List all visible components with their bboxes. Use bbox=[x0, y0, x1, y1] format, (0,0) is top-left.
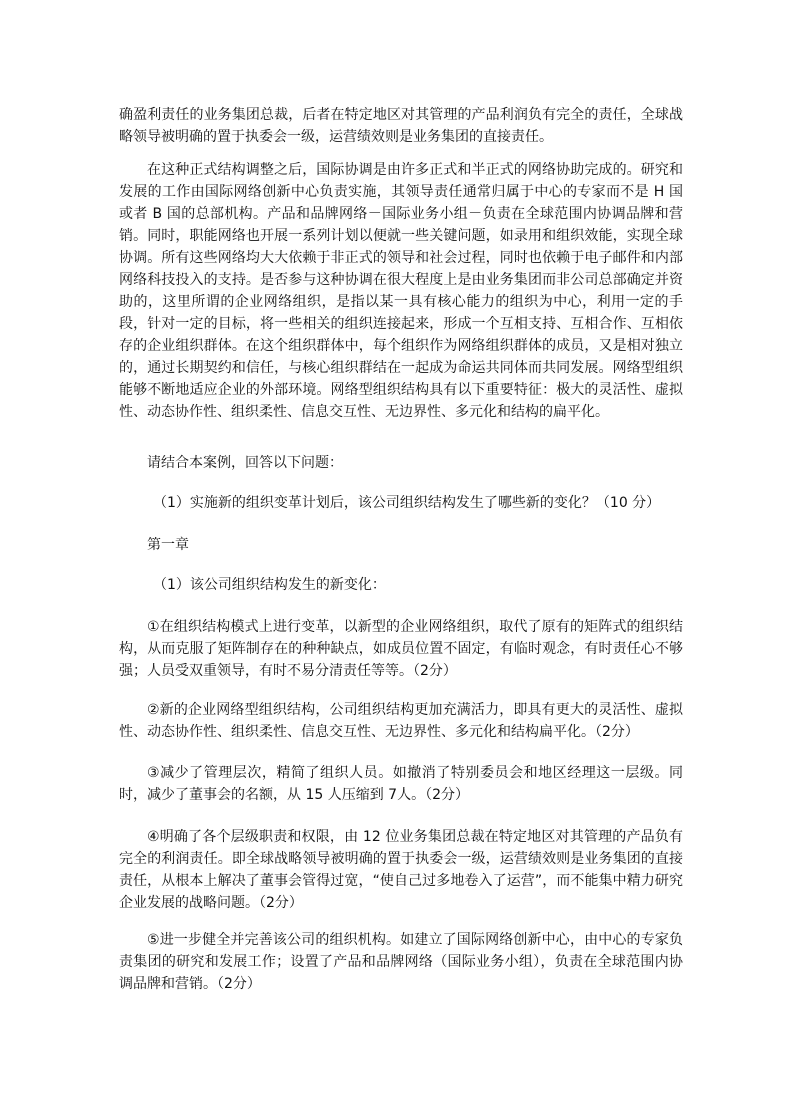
paragraph-continuation: 确盈利责任的业务集团总裁，后者在特定地区对其管理的产品利润负有完全的责任，全球战略领导被明确的置于执委会一级，运营绩效则是业务集团的直接责任。 bbox=[119, 107, 683, 145]
answer-point-5: ⑤进一步健全并完善该公司的组织机构。如建立了国际网络创新中心，由中心的专家负责集团的研究和发展工作；设置了产品和品牌网络（国际业务小组），负责在全球范围内协调品牌和营销。（2分） bbox=[119, 932, 683, 992]
paragraph-network-coordination: 在这种正式结构调整之后，国际协调是由许多正式和半正式的网络协助完成的。研究和发展的工作由国际网络创新中心负责实施，其领导责任通常归属于中心的专家而不是 H 国或者 B 国的总部机构。产品和品牌网络－国际业务小组－负责在全球范围内协调品牌和营销。同时，职能网络也开展一系列计划以便就一些关键问题，如录用和组织效能，实现全球协调。所有这些网络均大大依赖于非正式的领导和社会过程，同时也依赖于电子邮件和内部网络科技投入的支持。是否参与这种协调在很大程度上是由业务集团而非公司总部确定并资助的，这里所谓的企业网络组织，是指以某一具有核心能力的组织为中心，利用一定的手段，针对一定的目标，将一些相关的组织连接起来，形成一个互相支持、互相合作、互相依存的企业组织群体。在这个组织群体中，每个组织作为网络组织群体的成员，又是相对独立的，通过长期契约和信任，与核心组织群结在一起成为命运共同体而共同发展。网络型组织能够不断地适应企业的外部环境。网络型组织结构具有以下重要特征：极大的灵活性、虚拟性、动态协作性、组织柔性、信息交互性、无边界性、多元化和结构的扁平化。 bbox=[119, 162, 683, 420]
question-prompt: 请结合本案例，回答以下问题： bbox=[147, 455, 343, 471]
answer-point-1: ①在组织结构模式上进行变革，以新型的企业网络组织，取代了原有的矩阵式的组织结构，从而克服了矩阵制存在的种种缺点，如成员位置不固定，有临时观念，有时责任心不够强；人员受双重领导，有时不易分清责任等等。（2分） bbox=[119, 619, 683, 679]
question-1: （1）实施新的组织变革计划后，该公司组织结构发生了哪些新的变化？（10 分） bbox=[153, 495, 661, 511]
answer-point-3: ③减少了管理层次，精简了组织人员。如撤消了特别委员会和地区经理这一层级。同时，减少了董事会的名额，从 15 人压缩到 7人。（2分） bbox=[119, 765, 683, 803]
answer-point-4: ④明确了各个层级职责和权限，由 12 位业务集团总裁在特定地区对其管理的产品负有完全的利润责任。即全球战略领导被明确的置于执委会一级，运营绩效则是业务集团的直接责任，从根本上解决了董事会管得过宽，“使自己过多地卷入了运营”，而不能集中精力研究企业发展的战略问题。（2分） bbox=[119, 829, 683, 911]
answer-heading: （1）该公司组织结构发生的新变化： bbox=[153, 577, 386, 593]
answer-point-2: ②新的企业网络型组织结构，公司组织结构更加充满活力，即具有更大的灵活性、虚拟性、动态协作性、组织柔性、信息交互性、无边界性、多元化和结构扁平化。（2分） bbox=[119, 702, 683, 740]
chapter-heading: 第一章 bbox=[147, 537, 189, 553]
